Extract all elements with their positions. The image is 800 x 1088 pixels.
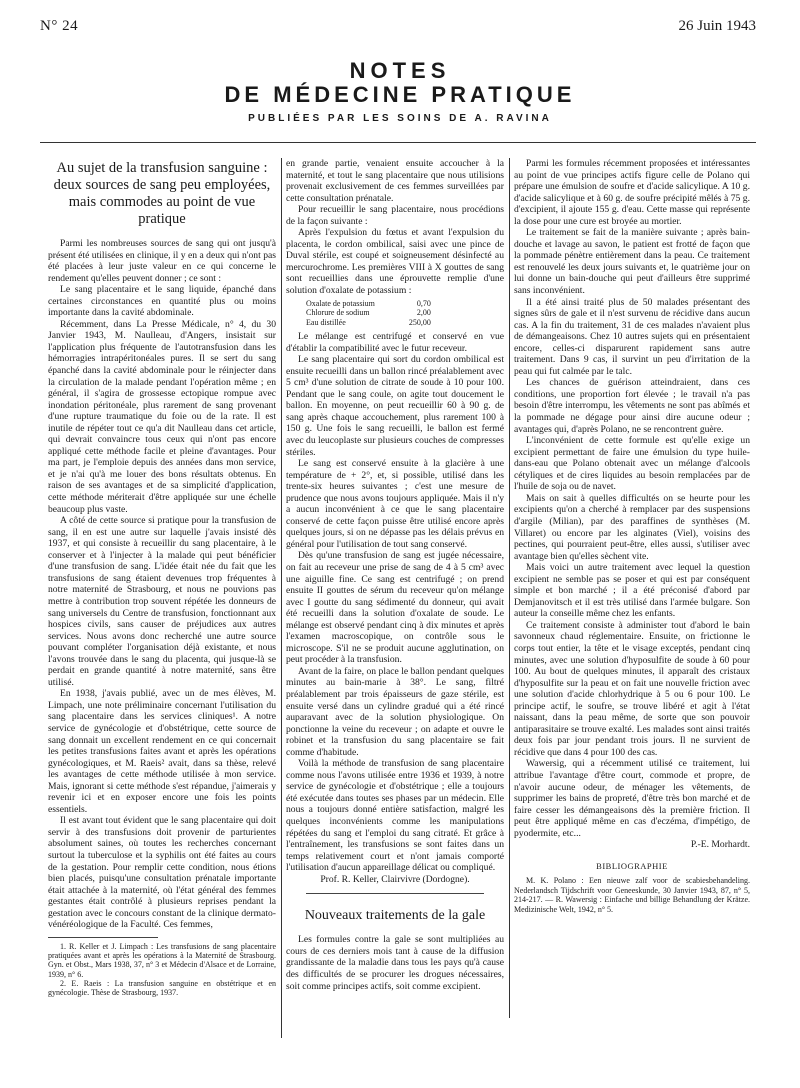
paragraph: Le sang placentaire qui sort du cordon ombilical est ensuite recueilli dans un ballon rincé préalablement avec 5 cm³ d'une solution de citrate de soude à 10 pour 100. Pendant que le sang coule, on agite tout doucement le ballon. En moyenne, on peut recueillir 60 à 90 g. de sang après chaque accouchement, plus rarement 100 à 150 g. Une fois le sang recueilli, le ballon est fermé avec du leucoplaste sur plusieurs couches de compresses stériles. — [286, 354, 504, 458]
formula-row — [306, 318, 435, 328]
column-3 — [514, 158, 750, 1088]
article1-signature: Prof. R. Keller, Clairvivre (Dordogne). — [320, 873, 470, 885]
paragraph: Voilà la méthode de transfusion de sang placentaire comme nous l'avons utilisée entre 1936 et 1939, à notre service de gynécologie et d'obstétrique ; elle a toujours été exécutée dans toutes ses phases par un médecin. Elle nous a toujours donné entière satisfaction, malgré les quelques inconvénients comme les manipulations répétées du sang et l'emploi du sang citraté. Et grâce à l'entraînement, les transfusions se sont faites dans un temps relativement court et n'ont jamais comporté l'utilisation d'aucun appareillage délicat ou compliqué. — [286, 758, 504, 874]
paragraph: Les chances de guérison atteindraient, dans ces conditions, une proportion fort élevée ; le travail n'a pas besoin d'être interrompu, les vêtements ne sont pas abîmés et la pommade ne dégage pour ainsi dire aucune odeur ; avantages qui, d'après Polano, ne se rencontrent guère. — [514, 377, 750, 435]
paragraph: En 1938, j'avais publié, avec un de mes élèves, M. Limpach, une note préliminaire concernant l'utilisation du sang placentaire dans les services cliniques¹. A notre service de gynécologie et d'obstétrique, cette source de sang donnait un excellent rendement en ce qui concernait les petites transfusions faites avant et après les opérations gynécologiques, et M. Raeis² avait, dans sa thèse, relevé les avantages de cette méthode utilisée à mon service. Mais, ignorant si cette méthode s'est répandue, j'aimerais y revenir ici et en exposer encore une fois les points essentiels. — [48, 688, 276, 815]
article2-signature: P.-E. Morhardt. — [690, 839, 750, 851]
masthead-title-line2: DE MÉDECINE PRATIQUE — [224, 82, 576, 107]
footnote-rule — [48, 937, 158, 938]
issue-number: N° 24 — [40, 18, 79, 34]
article2-title: Nouveaux traitements de la gale — [304, 908, 486, 924]
paragraph: Mais voici un autre traitement avec lequel la question excipient ne semble pas se poser et qui est par conséquent simple et bon marché ; il a été préconisé d'abord par Demjanovitsch et il est très utilisé dans l'armée bulgare. Son auteur la conseille même chez les enfants. — [514, 562, 750, 620]
formula-value: 0,70 — [416, 298, 431, 308]
paragraph: Parmi les formules récemment proposées et intéressantes au point de vue principes actifs figure celle de Polano qui prépare une émulsion de soufre et d'acide salicylique. A 10 g. d'acide salicylique et à 60 g. de soufre précipité mêlés à 75 g. d'excipient, il ajoute 155 g. d'eau. Cette masse qui représente la dose pour une cure est broyée au mortier. — [514, 158, 750, 227]
paragraph: Ce traitement consiste à administer tout d'abord le bain savonneux chaud réglementaire. Ensuite, on frictionne le corps tout entier, la tête et le visage exceptés, pendant cinq minutes, avec une solution d'hyposulfite de soude à 60 pour 100. Au bout de quelques minutes, il apparaît des cristaux d'hyposulfite sur la peau et on fait une nouvelle friction avec une solution d'acide chlorhydrique à 5 ou 6 pour 100. Le principe actif, le soufre, se trouve libéré et agit à l'état naissant, dans la peau même, de sorte que son pouvoir antiparasitaire se trouve exalté. Les malades sont ainsi traités deux fois par jour pendant trois jours. Il ne survient de récidive que dans 4 pour 100 des cas. — [514, 619, 750, 758]
column-2 — [286, 158, 504, 1088]
paragraph: Il est avant tout évident que le sang placentaire qui doit servir à des transfusions doit provenir de parturientes absolument saines, où toutes les recherches concernant surtout la tuberculose et la syphilis ont été faites au cours de la gestation. Pour remplir cette condition, nous étions bien placés, puisqu'une consultation prénatale importante était attachée à la maternité, où l'état général des femmes gestantes était contrôlé à plusieurs reprises pendant la gestation avec le concours constant de la clinique dermato-vénéréologique de la Faculté. Ces femmes, — [48, 815, 276, 931]
paragraph: Wawersig, qui a récemment utilisé ce traitement, lui attribue l'avantage d'être court, commode et propre, de n'avoir aucune odeur, de ménager les vêtements, de supprimer les bains de propreté, d'être très bon marché et de faire cesser les démangeaisons dès la première friction. Il peut être appliqué même en cas d'eczéma, d'impétigo, de pyodermite, etc... — [514, 758, 750, 839]
paragraph: Le sang placentaire et le sang liquide, épanché dans certaines circonstances en quantité plus ou moins importante dans la cavité abdominale. — [48, 284, 276, 319]
paragraph: Mais on sait à quelles difficultés on se heurte pour les excipients qu'on a cherché à remplacer par des suspensions d'argile (Milian), par des paraffines de synthèses (M. Villaret) ou encore par les alginates (Viel), voisins des pectines, qui pourraient peut-être, elles aussi, s'utiliser avec avantage bien qu'elles sèchent vite. — [514, 492, 750, 562]
formula-row — [306, 308, 435, 318]
footnote: 1. R. Keller et J. Limpach : Les transfusions de sang placentaire pratiquées avant et après les opérations à la Maternité de Strasbourg. Gyn. et Obst., Mars 1938, 37, n° 3 et Médecin d'Alsace et de Lorraine, 1939, n° 6. — [48, 941, 276, 979]
column-divider-2 — [509, 158, 510, 1018]
issue-date: 26 Juin 1943 — [678, 18, 756, 34]
paragraph: Le mélange est centrifugé et conservé en vue d'établir la compatibilité avec le futur receveur. — [286, 331, 504, 354]
paragraph: Le traitement se fait de la manière suivante ; après bain-douche et lavage au savon, le patient est frotté de façon que la pommade pénètre entièrement dans la peau. Ce traitement est renouvelé les deux jours suivants et, le quatrième jour on lui donne un bain-douche qui peut d'ailleurs être supprimé sans inconvénient. — [514, 227, 750, 297]
paragraph: Les formules contre la gale se sont multipliées au cours de ces derniers mois tant à cause de la diffusion grandissante de la maladie dans tous les pays qu'à cause des difficultés de se procurer les drogues nécessaires, soit comme principes actifs, soit comme excipient. — [286, 934, 504, 992]
formula-value: 250,00 — [408, 317, 431, 327]
formula-table — [306, 299, 435, 328]
formula-row — [306, 299, 435, 309]
formula-name: Chlorure de sodium — [306, 308, 370, 318]
paragraph: L'inconvénient de cette formule est qu'elle exige un excipient permettant de faire une émulsion du type huile-dans-eau que Polano obtenait avec un mélange d'alcools cétyliques et de cires liquides au besoin remplacées par de l'huile de soja ou de navet. — [514, 435, 750, 493]
paragraph: Avant de la faire, on place le ballon pendant quelques minutes au bain-marie à 38°. Le sang, filtré préalablement par trois épaisseurs de gaze stérile, est ensuite versé dans un cylindre gradué qui a été rincé auparavant avec de la solution physiologique. On ponctionne la veine du receveur ; on adapte et ouvre le robinet et la transfusion du sang placentaire se fait comme d'habitude. — [286, 665, 504, 758]
article-separator — [306, 893, 484, 894]
paragraph: Pour recueillir le sang placentaire, nous procédions de la façon suivante : — [286, 204, 504, 227]
formula-name: Oxalate de potassium — [306, 298, 375, 308]
footnote: 2. E. Raeis : La transfusion sanguine en obstétrique et en gynécologie. Thèse de Strasbourg, 1937. — [48, 979, 276, 998]
paragraph: en grande partie, venaient ensuite accoucher à la maternité, et tout le sang placentaire que nous utilisions provenait exclusivement de ces femmes surveillées par cette consultation prénatale. — [286, 158, 504, 204]
paragraph: Parmi les nombreuses sources de sang qui ont jusqu'à présent été utilisées en clinique, il y en a deux qui n'ont pas été placées à leur juste valeur en ce qui concerne le rendement qu'elles peuvent donner ; ce sont : — [48, 238, 276, 284]
paragraph: A côté de cette source si pratique pour la transfusion de sang, il en est une autre sur laquelle j'avais insisté dès 1937, et qui consiste à recueillir du sang placentaire, à le conserver et à l'injecter à la malade qui peut bénéficier d'une transfusion de sang. L'idée était née du fait que les transfusions de sang étaient devenues trop fréquentes à notre maternité de Strasbourg, et nous ne pouvions pas mettre à contribution trop souvent répétée les donneurs de sang universels du Centre de transfusion, fonctionnant aux hospices civils, sans causer de préjudices aux autres services. Nous avons donc recherché une autre source pouvant compléter l'organisation déjà existante, et nous l'avons trouvée dans le sang du placenta, qui jusque-là se perdait en grande quantité à notre maternité, sans être utilisé. — [48, 515, 276, 688]
masthead-title-line1: NOTES — [349, 58, 451, 83]
bibliography-entry: M. K. Polano : Een nieuwe zalf voor de scabiesbehandeling. Nederlandsch Tijdschrift voor Geneeskunde, 30 Janvier 1943, 87, n° 5, 214-217. — R. Wawersig : Einfache und billige Behandlung der Krätze. Medizinische Welt, 1942, n° 5. — [514, 876, 750, 914]
column-1 — [48, 158, 276, 1088]
column-divider-1 — [281, 158, 282, 1038]
bibliography — [514, 876, 750, 914]
bibliography-heading: BIBLIOGRAPHIE — [596, 860, 668, 871]
paragraph: Il a été ainsi traité plus de 50 malades présentant des signes sûrs de gale et il n'est survenu de récidive dans aucun cas. A la fin du traitement, 31 de ces malades n'avaient plus de démangeaisons. Chez 10 autres sujets qui en présentaient encore, celles-ci disparurent rapidement sans autre traitement. Dans 9 cas, il survint un peu d'irritation de la peau qui fut calmée par le talc. — [514, 296, 750, 377]
article1-body-col1 — [48, 238, 276, 931]
paragraph: Dès qu'une transfusion de sang est jugée nécessaire, on fait au receveur une prise de sang de 4 à 5 cm³ avec une aiguille fine. Ce sang est centrifugé ; on prend ensuite II gouttes de sérum du receveur qu'on mélange avec I goutte du sang sédimenté du donneur, qui avait été recueilli dans la solution d'oxalate de soude. Le mélange est observé pendant cinq à dix minutes et après l'examen macroscopique, on contrôle sous le microscope. S'il ne se produit aucune agglutination, on peut procéder à la transfusion. — [286, 550, 504, 666]
header-rule — [40, 142, 756, 143]
paragraph: Après l'expulsion du fœtus et avant l'expulsion du placenta, le cordon ombilical, saisi avec une pince de Duval stérile, est coupé et soigneusement désinfecté au mercurochrome. Les premières VIII à X gouttes de sang sont recueillies dans une éprouvette remplie d'une solution d'oxalate de potassium : — [286, 227, 504, 297]
masthead-subtitle: PUBLIÉES PAR LES SOINS DE A. RAVINA — [248, 113, 552, 124]
formula-name: Eau distillée — [306, 317, 346, 327]
footnotes — [48, 942, 276, 998]
formula-value: 2,00 — [416, 308, 431, 318]
article1-title: Au sujet de la transfusion sanguine : deux sources de sang peu employées, mais commodes au point de vue pratique — [53, 160, 271, 227]
paragraph: Récemment, dans La Presse Médicale, n° 4, du 30 Janvier 1943, M. Naulleau, d'Angers, insistait sur l'application plus fréquente de l'autotransfusion dans les hémorragies intrapéritonéales pures. Il se sert du sang épanché dans la cavité abdominale pour le réinjecter dans la circulation de la malade pendant l'opération même ; en général, il s'agira de grossesse ectopique rompue avec inondation péritonéale, plus rarement de sang provenant d'une rupture traumatique du foie ou de la rate. Il est inutile de répéter tout ce qu'a dit Naulleau dans cet article, qui devrait convaincre tous ceux qui n'ont pas encore appliqué cette méthode facile et pleine d'avantages. Pour ma part, je l'emploie depuis des années dans mon service, et je n'ai qu'à me louer des bons résultats obtenus. En raison de ses avantages et de sa simplicité d'application, cette méthode mériterait d'être appliquée sur une échelle beaucoup plus vaste. — [48, 318, 276, 515]
paragraph: Le sang est conservé ensuite à la glacière à une température de + 2°, et, si possible, utilisé dans les trente-six heures suivantes ; c'est une mesure de prudence que nous avons toujours appliquée. Mais il n'y a aucun inconvénient à ce que le sang placentaire conservé de cette façon puisse être utilisé encore après quelques jours, si on ne dépasse pas les délais prévus en général pour l'utilisation de tout sang conservé. — [286, 458, 504, 550]
